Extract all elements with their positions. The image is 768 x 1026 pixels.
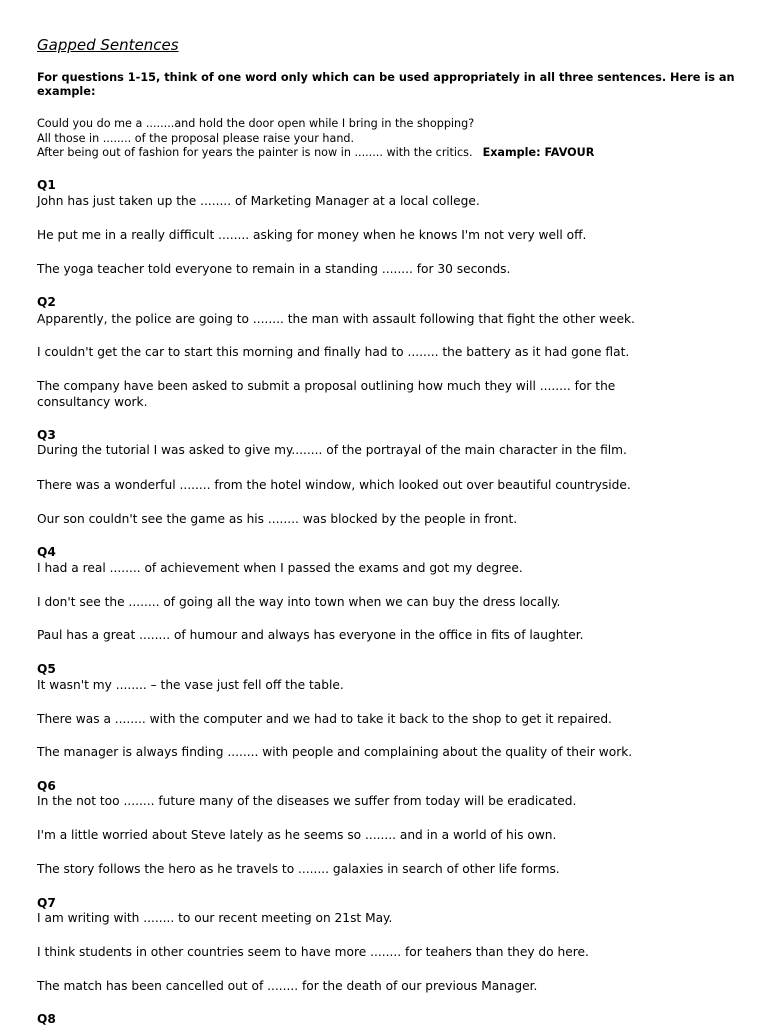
example-block <box>37 117 737 161</box>
instructions: For questions 1-15, think of one word only which can be used appropriately in all three sentences. Here is an example: <box>37 71 735 98</box>
question-sentence: There was a wonderful ........ from the hotel window, which looked out over beautiful countryside. <box>37 478 631 492</box>
question-5 <box>37 662 737 759</box>
question-4 <box>37 545 737 642</box>
question-sentence: In the not too ........ future many of the diseases we suffer from today will be eradicated. <box>37 794 577 808</box>
question-label: Q8 <box>37 1012 56 1026</box>
question-sentence: I couldn't get the car to start this morning and finally had to ........ the battery as it had gone flat. <box>37 345 630 359</box>
question-label: Q5 <box>37 662 56 676</box>
example-line: Could you do me a ........and hold the door open while I bring in the shopping? <box>37 117 475 130</box>
question-sentence: Paul has a great ........ of humour and always has everyone in the office in fits of laughter. <box>37 628 584 642</box>
question-sentence: I am writing with ........ to our recent meeting on 21st May. <box>37 911 393 925</box>
example-line-text: After being out of fashion for years the painter is now in ........ with the critics. <box>37 146 473 159</box>
question-sentence: He put me in a really difficult ........ asking for money when he knows I'm not very well off. <box>37 228 587 242</box>
question-sentence: I don't see the ........ of going all the way into town when we can buy the dress locally. <box>37 595 561 609</box>
question-sentence: Our son couldn't see the game as his ........ was blocked by the people in front. <box>37 512 518 526</box>
question-sentence: Apparently, the police are going to ........ the man with assault following that fight the other week. <box>37 312 635 326</box>
page-title: Gapped Sentences <box>37 36 179 54</box>
question-2 <box>37 295 737 409</box>
question-label: Q4 <box>37 545 56 559</box>
question-3 <box>37 428 737 526</box>
question-sentence: I'm a little worried about Steve lately as he seems so ........ and in a world of his own. <box>37 828 557 842</box>
question-sentence: The story follows the hero as he travels to ........ galaxies in search of other life forms. <box>37 862 560 876</box>
question-sentence: The match has been cancelled out of ........ for the death of our previous Manager. <box>37 979 538 993</box>
question-label: Q7 <box>37 896 56 910</box>
question-sentence: During the tutorial I was asked to give my........ of the portrayal of the main character in the film. <box>37 443 627 457</box>
question-label: Q1 <box>37 178 56 192</box>
question-6 <box>37 779 737 876</box>
question-sentence: The company have been asked to submit a proposal outlining how much they will ........ for the consultancy work. <box>37 379 616 409</box>
example-line <box>37 146 737 161</box>
example-answer: Example: FAVOUR <box>482 146 595 159</box>
example-line: All those in ........ of the proposal please raise your hand. <box>37 131 355 145</box>
question-sentence: It wasn't my ........ – the vase just fell off the table. <box>37 678 344 692</box>
question-label: Q6 <box>37 779 56 793</box>
question-label: Q2 <box>37 295 56 309</box>
question-1 <box>37 178 737 276</box>
question-sentence: I think students in other countries seem to have more ........ for teahers than they do here. <box>37 945 589 959</box>
question-label: Q3 <box>37 428 56 442</box>
question-7 <box>37 896 737 993</box>
question-sentence: The yoga teacher told everyone to remain in a standing ........ for 30 seconds. <box>37 262 511 276</box>
question-sentence: I had a real ........ of achievement when I passed the exams and got my degree. <box>37 561 523 575</box>
question-sentence: The manager is always finding ........ with people and complaining about the quality of their work. <box>37 745 633 759</box>
question-sentence: There was a ........ with the computer and we had to take it back to the shop to get it repaired. <box>37 712 612 726</box>
question-sentence: John has just taken up the ........ of Marketing Manager at a local college. <box>37 194 480 208</box>
